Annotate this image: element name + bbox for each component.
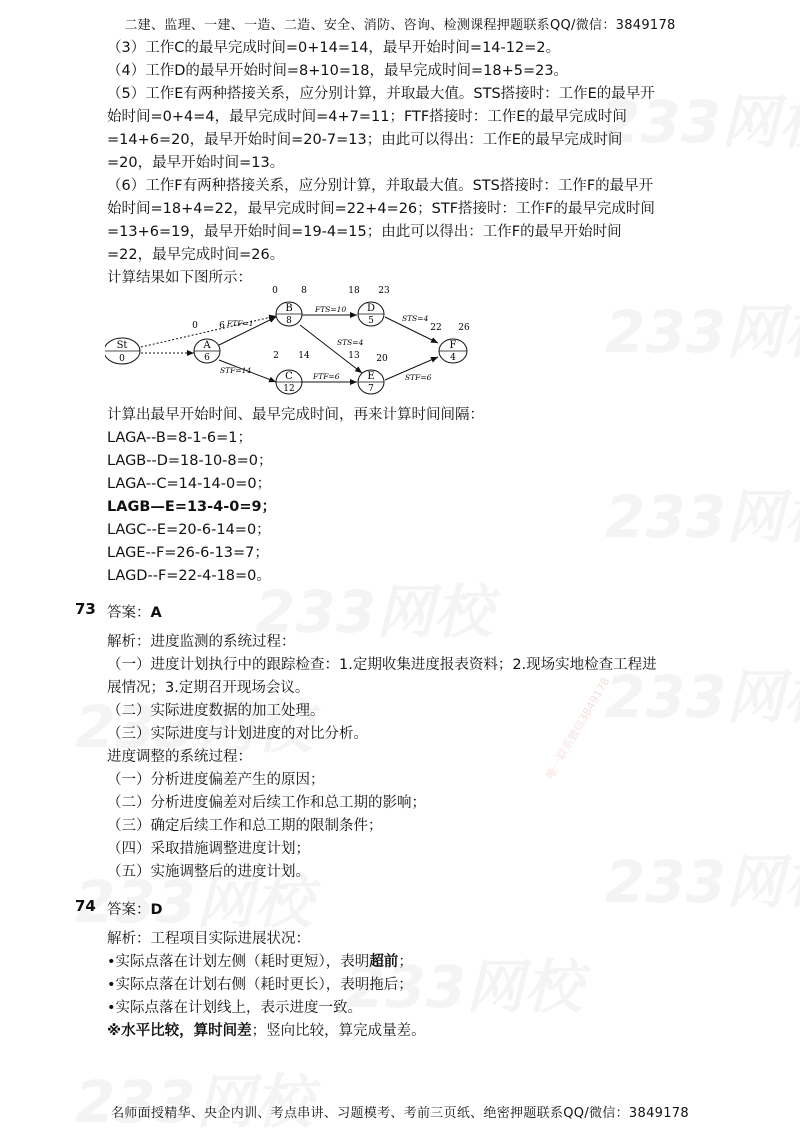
lag-line: LAGA--C=14-14-0=0；	[107, 476, 272, 492]
calc-line: =14+6=20，最早开始时间=20-7=13；由此可以得出：工作E的最早完成时间	[107, 132, 623, 148]
analysis-line: （二）实际进度数据的加工处理。	[107, 703, 325, 719]
svg-text:6: 6	[204, 353, 210, 363]
calc-line: （4）工作D的最早开始时间=8+10=18，最早完成时间=18+5=23。	[107, 63, 569, 79]
node-b	[272, 286, 307, 326]
question-number: 73	[75, 600, 96, 618]
svg-text:22: 22	[430, 323, 442, 333]
edge-label: FTF=6	[313, 372, 340, 381]
analysis-line: 解析：进度监测的系统过程：	[107, 634, 296, 650]
svg-text:12: 12	[283, 384, 295, 394]
svg-text:0: 0	[119, 354, 125, 364]
lag-line: LAGB—E=13-4-0=9；	[107, 499, 277, 515]
analysis-line: •实际点落在计划右侧（耗时更长），表明拖后；	[107, 977, 413, 993]
svg-text:18: 18	[348, 286, 360, 296]
edge-label: STF=14	[220, 366, 252, 375]
answer-label: 答案：	[107, 605, 151, 621]
analysis-line: （二）分析进度偏差对后续工作和总工期的影响；	[107, 795, 426, 811]
watermark	[605, 835, 800, 919]
node-st	[105, 338, 140, 364]
analysis-line: （一）分析进度偏差产生的原因；	[107, 772, 325, 788]
edge-label: FTS=10	[315, 305, 347, 314]
answer	[107, 898, 163, 919]
question-number: 74	[75, 897, 96, 915]
analysis-line: ※水平比较，算时间差；竖向比较，算完成量差。	[107, 1023, 426, 1039]
analysis-line: （三）确定后续工作和总工期的限制条件；	[107, 818, 383, 834]
svg-text:D: D	[366, 303, 376, 314]
answer-value: A	[150, 605, 162, 621]
edge-label: STF=6	[405, 373, 432, 382]
svg-text:23: 23	[378, 286, 390, 296]
analysis-line: 进度调整的系统过程：	[107, 749, 252, 765]
svg-text:14: 14	[298, 351, 310, 361]
analysis-line: （一）进度计划执行中的跟踪检查：1.定期收集进度报表资料；2.现场实地检查工程进	[107, 657, 657, 673]
svg-text:2: 2	[273, 351, 279, 361]
analysis-line: •实际点落在计划线上，表示进度一致。	[107, 1000, 363, 1016]
edge-label: FTF=1	[227, 319, 254, 328]
edge-b-e	[300, 325, 362, 373]
svg-text:A: A	[203, 340, 211, 351]
analysis-line: 解析：工程项目实际进展状况：	[107, 931, 310, 947]
lag-line: LAGD--F=22-4-18=0。	[107, 568, 271, 584]
analysis-line: 展情况；3.定期召开现场会议。	[107, 680, 310, 696]
svg-text:0: 0	[192, 321, 198, 331]
page-header: 二建、监理、一建、一造、二造、安全、消防、咨询、检测课程押题联系QQ/微信：3849178	[124, 18, 676, 33]
answer-label: 答案：	[107, 902, 151, 918]
network-diagram	[105, 285, 485, 400]
svg-text:F: F	[449, 340, 457, 351]
svg-text:St: St	[116, 340, 128, 351]
node-f	[430, 323, 470, 363]
svg-text:5: 5	[368, 316, 374, 326]
svg-text:8: 8	[301, 286, 307, 296]
node-d	[348, 286, 390, 326]
edge-label: STS=4	[337, 338, 364, 347]
calc-line: 始时间=0+4=4，最早完成时间=4+7=11；FTF搭接时：工作E的最早完成时间	[107, 109, 627, 125]
analysis-line: （三）实际进度与计划进度的对比分析。	[107, 726, 368, 742]
calc-line: =20，最早开始时间=13。	[107, 155, 285, 171]
node-e	[348, 351, 388, 394]
calc-line: 计算结果如下图所示：	[107, 270, 252, 286]
analysis-line: •实际点落在计划左侧（耗时更短），表明超前；	[107, 954, 413, 970]
lag-line: LAGC--E=20-6-14=0；	[107, 522, 271, 538]
svg-text:B: B	[285, 303, 293, 314]
svg-text:4: 4	[450, 353, 456, 363]
watermark	[605, 285, 800, 369]
calc-line: =22，最早完成时间=26。	[107, 247, 285, 263]
svg-text:7: 7	[368, 384, 374, 394]
node-c	[273, 351, 310, 394]
calc-line: （3）工作C的最早完成时间=0+14=14，最早开始时间=14-12=2。	[107, 40, 561, 56]
analysis-line: （五）实施调整后的进度计划。	[107, 864, 310, 880]
side-watermark: 唯一联系微信3849178	[543, 675, 613, 782]
watermark	[605, 470, 800, 554]
node-a	[192, 321, 225, 363]
calc-line: =13+6=19，最早开始时间=19-4=15；由此可以得出：工作F的最早开始时间	[107, 224, 622, 240]
answer	[107, 601, 162, 622]
svg-text:6: 6	[219, 321, 225, 331]
page-footer: 名师面授精华、央企内训、考点串讲、习题模考、考前三页纸、绝密押题联系QQ/微信：3849178	[111, 1106, 689, 1121]
calc-line: 始时间=18+4=22，最早完成时间=22+4=26；STF搭接时：工作F的最早完成时间	[107, 201, 655, 217]
lag-line: LAGB--D=18-10-8=0；	[107, 453, 273, 469]
svg-text:C: C	[285, 371, 293, 382]
calc-line: （5）工作E有两种搭接关系，应分别计算，并取最大值。STS搭接时：工作E的最早开	[107, 86, 655, 102]
lag-line: LAGE--F=26-6-13=7；	[107, 545, 269, 561]
svg-text:26: 26	[458, 323, 470, 333]
svg-text:20: 20	[376, 354, 388, 364]
lag-line: LAGA--B=8-1-6=1；	[107, 430, 252, 446]
edge-label: STS=4	[402, 314, 429, 323]
lag-intro: 计算出最早开始时间、最早完成时间，再来计算时间间隔：	[107, 407, 484, 423]
svg-text:0: 0	[272, 286, 278, 296]
svg-text:8: 8	[286, 316, 292, 326]
calc-line: （6）工作F有两种搭接关系，应分别计算，并取最大值。STS搭接时：工作F的最早开	[107, 178, 654, 194]
svg-text:13: 13	[348, 351, 360, 361]
svg-text:E: E	[367, 371, 375, 382]
watermark	[75, 1055, 312, 1139]
analysis-line: （四）采取措施调整进度计划；	[107, 841, 310, 857]
answer-value: D	[150, 902, 163, 918]
